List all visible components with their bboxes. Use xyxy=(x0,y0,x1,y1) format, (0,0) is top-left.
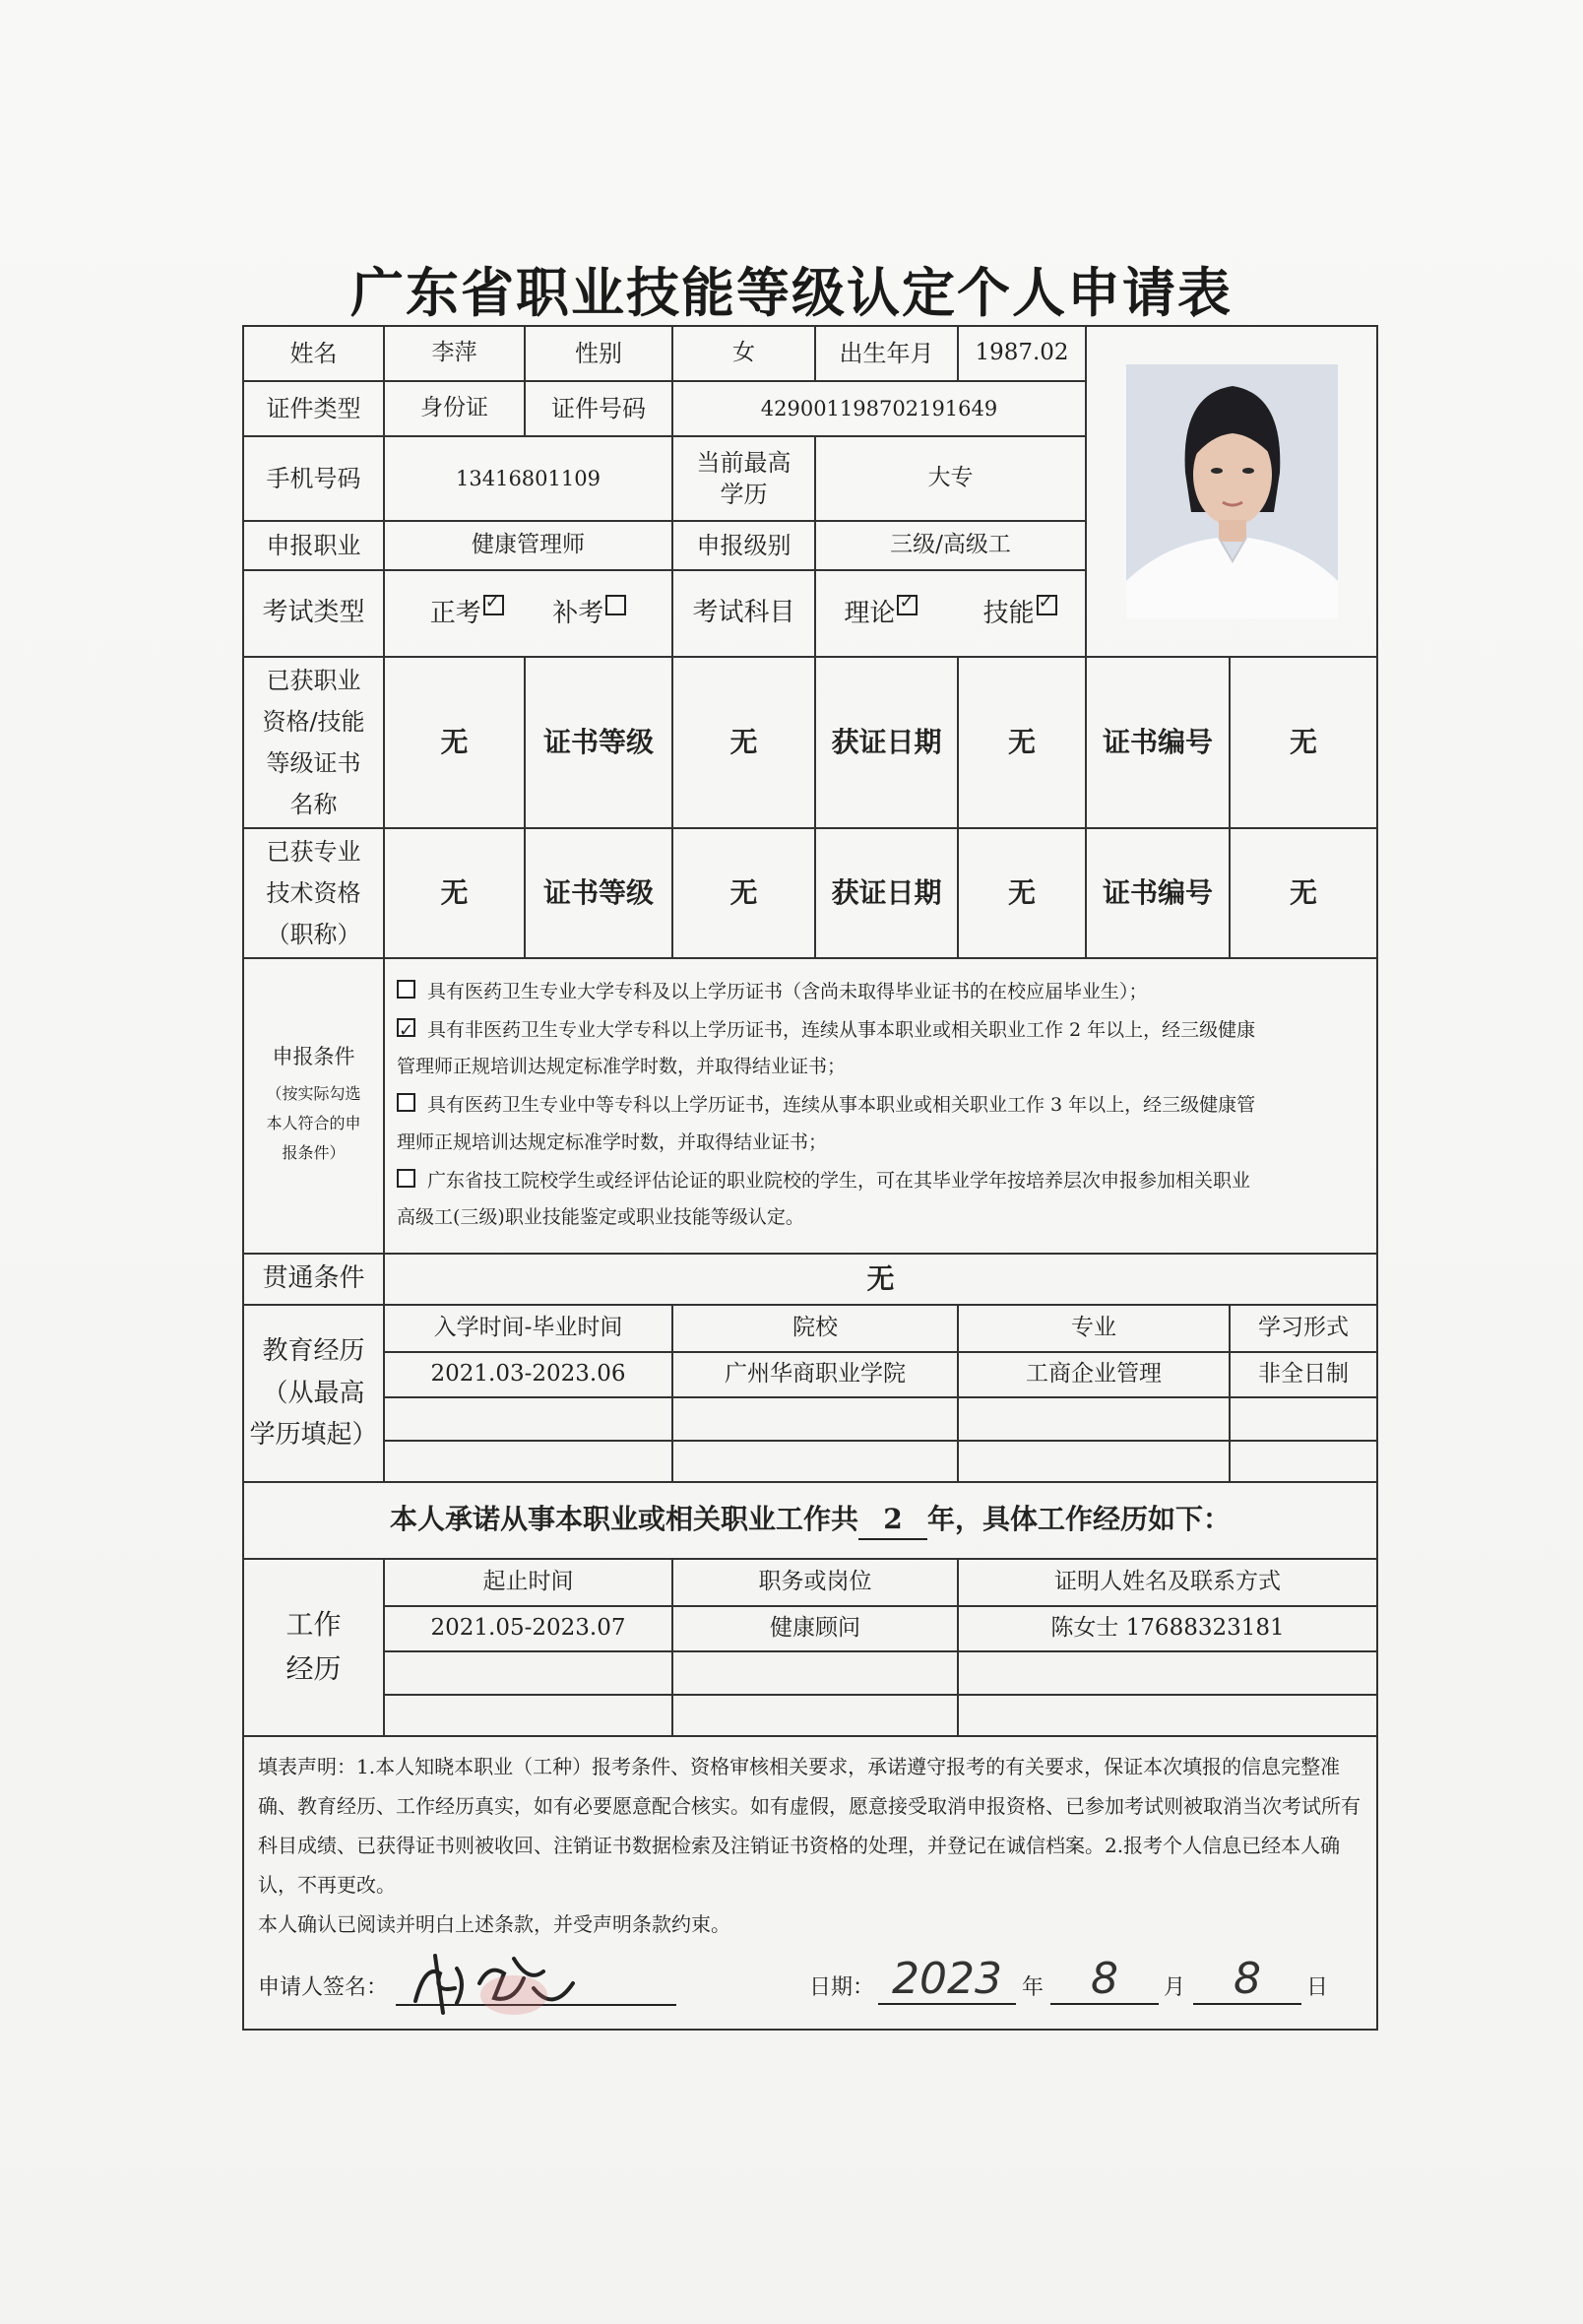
form-table xyxy=(242,325,1378,2031)
vocational-cert-date-label: 获证日期 xyxy=(815,657,958,828)
condition-item xyxy=(397,974,1364,1010)
exam-type-options xyxy=(384,570,672,657)
date-month-line xyxy=(1050,2003,1159,2005)
edu-period: 2021.03-2023.06 xyxy=(384,1352,672,1397)
declaration-confirm: 本人确认已阅读并明白上述条款，并受声明条款约束。 xyxy=(258,1912,730,1936)
work-label-line2: 经历 xyxy=(285,1652,342,1685)
vocational-cert-label-line1: 已获职业 xyxy=(266,667,361,694)
birth-value: 1987.02 xyxy=(958,326,1086,381)
conditions-list xyxy=(384,958,1377,1254)
professional-title-date: 无 xyxy=(958,828,1086,958)
exam-type-label: 考试类型 xyxy=(243,570,384,657)
id-number-value: 429001198702191649 xyxy=(672,381,1086,436)
work-empty-cell xyxy=(672,1695,958,1736)
exam-makeup-label: 补考 xyxy=(552,599,604,629)
edu-empty-cell xyxy=(958,1397,1230,1441)
work-period: 2021.05-2023.07 xyxy=(384,1606,672,1651)
professional-title-label-line2: 技术资格 xyxy=(266,879,361,907)
vocational-cert-number-label: 证书编号 xyxy=(1086,657,1230,828)
pledge-years: 2 xyxy=(858,1501,927,1540)
conditions-hint-line2: 本人符合的申 xyxy=(266,1113,361,1132)
photo-cell xyxy=(1086,326,1377,657)
signature-label: 申请人签名： xyxy=(258,1975,389,2000)
edu-empty-cell xyxy=(384,1441,672,1482)
education-label-line1: 教育经历 xyxy=(262,1335,365,1366)
date-year: 2023 xyxy=(892,1954,1002,2004)
edu-empty-cell xyxy=(1230,1441,1377,1482)
condition-text: 具有医药卫生专业大学专科及以上学历证书（含尚未取得毕业证书的在校应届毕业生）； xyxy=(427,981,1148,1003)
edu-school: 广州华商职业学院 xyxy=(672,1352,958,1397)
work-label-line1: 工作 xyxy=(285,1608,342,1642)
condition-checkbox[interactable] xyxy=(397,1169,415,1188)
date-day-unit: 日 xyxy=(1306,1975,1329,2000)
edu-header-major: 专业 xyxy=(958,1305,1230,1352)
professional-title-date-label: 获证日期 xyxy=(815,828,958,958)
edu-empty-cell xyxy=(958,1441,1230,1482)
edu-empty-cell xyxy=(384,1397,672,1441)
work-empty-cell xyxy=(958,1651,1377,1695)
conditions-hint-line1: （按实际勾选 xyxy=(266,1083,361,1103)
work-header-position: 职务或岗位 xyxy=(672,1559,958,1606)
conditions-label-cell xyxy=(243,958,384,1254)
work-header-period: 起止时间 xyxy=(384,1559,672,1606)
work-empty-cell xyxy=(958,1695,1377,1736)
id-type-label: 证件类型 xyxy=(243,381,384,436)
edu-empty-cell xyxy=(672,1397,958,1441)
form-title: 广东省职业技能等级认定个人申请表 xyxy=(350,261,1233,324)
vocational-cert-label-line2: 资格/技能 xyxy=(262,708,365,736)
id-type-value: 身份证 xyxy=(384,381,525,436)
subject-skill-label: 技能 xyxy=(982,599,1035,629)
subject-theory-label: 理论 xyxy=(844,599,896,629)
name-value: 李萍 xyxy=(384,326,525,381)
education-label-line3: 学历填起） xyxy=(249,1420,378,1451)
phone-label: 手机号码 xyxy=(243,436,384,521)
work-label xyxy=(243,1559,384,1736)
id-number-label: 证件号码 xyxy=(525,381,672,436)
edu-major: 工商企业管理 xyxy=(958,1352,1230,1397)
conditions-label: 申报条件 xyxy=(272,1045,355,1069)
education-level-label-line1: 当前最高 xyxy=(696,448,792,477)
professional-title-name: 无 xyxy=(384,828,525,958)
condition-checkbox[interactable] xyxy=(397,1018,415,1037)
portrait-image xyxy=(1126,364,1338,618)
condition-item xyxy=(397,1163,1364,1236)
declaration-text: 填表声明：1.本人知晓本职业（工种）报考条件、资格审核相关要求，承诺遵守报考的有关要求，保证本次填报的信息完整准确、教育经历、工作经历真实，如有必要愿意配合核实。如有虚假，愿意接受取消申报资格、已参加考试则被取消当次考试所有科目成绩、已获得证书则被收回、注销证书数据检索及注销证书资格的处理，并登记在诚信档案。2.报考个人信息已经本人确认，不再更改。 xyxy=(258,1755,1361,1897)
date-year-line xyxy=(878,2003,1016,2005)
subject-skill-option[interactable] xyxy=(983,599,1057,628)
occupation-value: 健康管理师 xyxy=(384,521,672,570)
condition-text: 广东省技工院校学生或经评估论证的职业院校的学生，可在其毕业学年按培养层次申报参加相关职业 xyxy=(427,1169,1251,1192)
pledge-text-post: 年，具体工作经历如下： xyxy=(927,1503,1232,1536)
edu-header-period: 入学时间-毕业时间 xyxy=(384,1305,672,1352)
vocational-cert-label xyxy=(243,657,384,828)
professional-title-label-line1: 已获专业 xyxy=(266,838,361,866)
occupation-label: 申报职业 xyxy=(243,521,384,570)
education-label-line2: （从最高 xyxy=(262,1378,365,1408)
condition-item xyxy=(397,1012,1364,1085)
date-label: 日期： xyxy=(809,1975,875,2000)
condition-text: 具有医药卫生专业中等专科以上学历证书，连续从事本职业或相关职业工作 3 年以上，经三级健康管 xyxy=(427,1094,1256,1117)
exam-subject-label: 考试科目 xyxy=(672,570,815,657)
through-value: 无 xyxy=(384,1254,1377,1305)
condition-text-cont: 管理师正规培训达规定标准学时数，并取得结业证书； xyxy=(397,1056,847,1078)
work-empty-cell xyxy=(384,1695,672,1736)
id-photo xyxy=(1126,364,1338,618)
vocational-cert-level: 无 xyxy=(672,657,815,828)
subject-theory-checkbox[interactable] xyxy=(897,595,918,615)
exam-makeup-checkbox[interactable] xyxy=(605,595,626,615)
vocational-cert-date: 无 xyxy=(958,657,1086,828)
edu-header-mode: 学习形式 xyxy=(1230,1305,1377,1352)
edu-mode: 非全日制 xyxy=(1230,1352,1377,1397)
work-empty-cell xyxy=(672,1651,958,1695)
gender-label: 性别 xyxy=(525,326,672,381)
condition-text-cont: 理师正规培训达规定标准学时数，并取得结业证书； xyxy=(397,1130,828,1153)
conditions-hint-line3: 报条件） xyxy=(282,1143,346,1163)
declaration-cell xyxy=(243,1736,1377,2030)
application-form xyxy=(242,325,1376,2031)
condition-item xyxy=(397,1087,1364,1160)
exam-makeup-option[interactable] xyxy=(552,599,626,628)
vocational-cert-name: 无 xyxy=(384,657,525,828)
vocational-cert-number: 无 xyxy=(1230,657,1377,828)
handwritten-signature xyxy=(396,1944,602,2018)
condition-checkbox[interactable] xyxy=(397,980,415,999)
name-label: 姓名 xyxy=(243,326,384,381)
education-level-label-line2: 学历 xyxy=(720,481,768,508)
exam-regular-checkbox[interactable] xyxy=(483,595,504,615)
professional-title-label xyxy=(243,828,384,958)
date-month-unit: 月 xyxy=(1164,1975,1186,2000)
birth-label: 出生年月 xyxy=(815,326,958,381)
gender-value: 女 xyxy=(672,326,815,381)
condition-text-cont: 高级工(三级)职业技能鉴定或职业技能等级认定。 xyxy=(397,1205,804,1228)
professional-title-label-line3: （职称） xyxy=(266,921,361,948)
condition-text: 具有非医药卫生专业大学专科以上学历证书，连续从事本职业或相关职业工作 2 年以上，经三级健康 xyxy=(427,1019,1256,1042)
subject-theory-option[interactable] xyxy=(844,599,918,628)
work-position: 健康顾问 xyxy=(672,1606,958,1651)
phone-value: 13416801109 xyxy=(384,436,672,521)
level-label: 申报级别 xyxy=(672,521,815,570)
professional-title-number-label: 证书编号 xyxy=(1086,828,1230,958)
edu-empty-cell xyxy=(672,1441,958,1482)
through-label: 贯通条件 xyxy=(243,1254,384,1305)
pledge-text-pre: 本人承诺从事本职业或相关职业工作共 xyxy=(389,1503,858,1536)
signature-row xyxy=(258,1950,1362,2019)
education-label xyxy=(243,1305,384,1482)
edu-header-school: 院校 xyxy=(672,1305,958,1352)
exam-subject-options xyxy=(815,570,1086,657)
edu-empty-cell xyxy=(1230,1397,1377,1441)
date-day: 8 xyxy=(1234,1954,1261,2004)
date-month: 8 xyxy=(1091,1954,1118,2004)
professional-title-number: 无 xyxy=(1230,828,1377,958)
exam-regular-label: 正考 xyxy=(429,599,481,629)
date-day-line xyxy=(1193,2003,1301,2005)
work-empty-cell xyxy=(384,1651,672,1695)
professional-title-level-label: 证书等级 xyxy=(525,828,672,958)
exam-regular-option[interactable] xyxy=(430,599,504,628)
level-value: 三级/高级工 xyxy=(815,521,1086,570)
date-year-unit: 年 xyxy=(1022,1975,1045,2000)
date-area xyxy=(809,1954,1361,2019)
vocational-cert-label-line3: 等级证书 xyxy=(266,749,361,777)
condition-checkbox[interactable] xyxy=(397,1093,415,1112)
vocational-cert-level-label: 证书等级 xyxy=(525,657,672,828)
subject-skill-checkbox[interactable] xyxy=(1037,595,1057,615)
professional-title-level: 无 xyxy=(672,828,815,958)
education-level-label xyxy=(672,436,815,521)
work-reference: 陈女士 17688323181 xyxy=(958,1606,1377,1651)
work-header-reference: 证明人姓名及联系方式 xyxy=(958,1559,1377,1606)
education-level-value: 大专 xyxy=(815,436,1086,521)
vocational-cert-label-line4: 名称 xyxy=(289,791,338,818)
work-pledge xyxy=(243,1482,1377,1559)
